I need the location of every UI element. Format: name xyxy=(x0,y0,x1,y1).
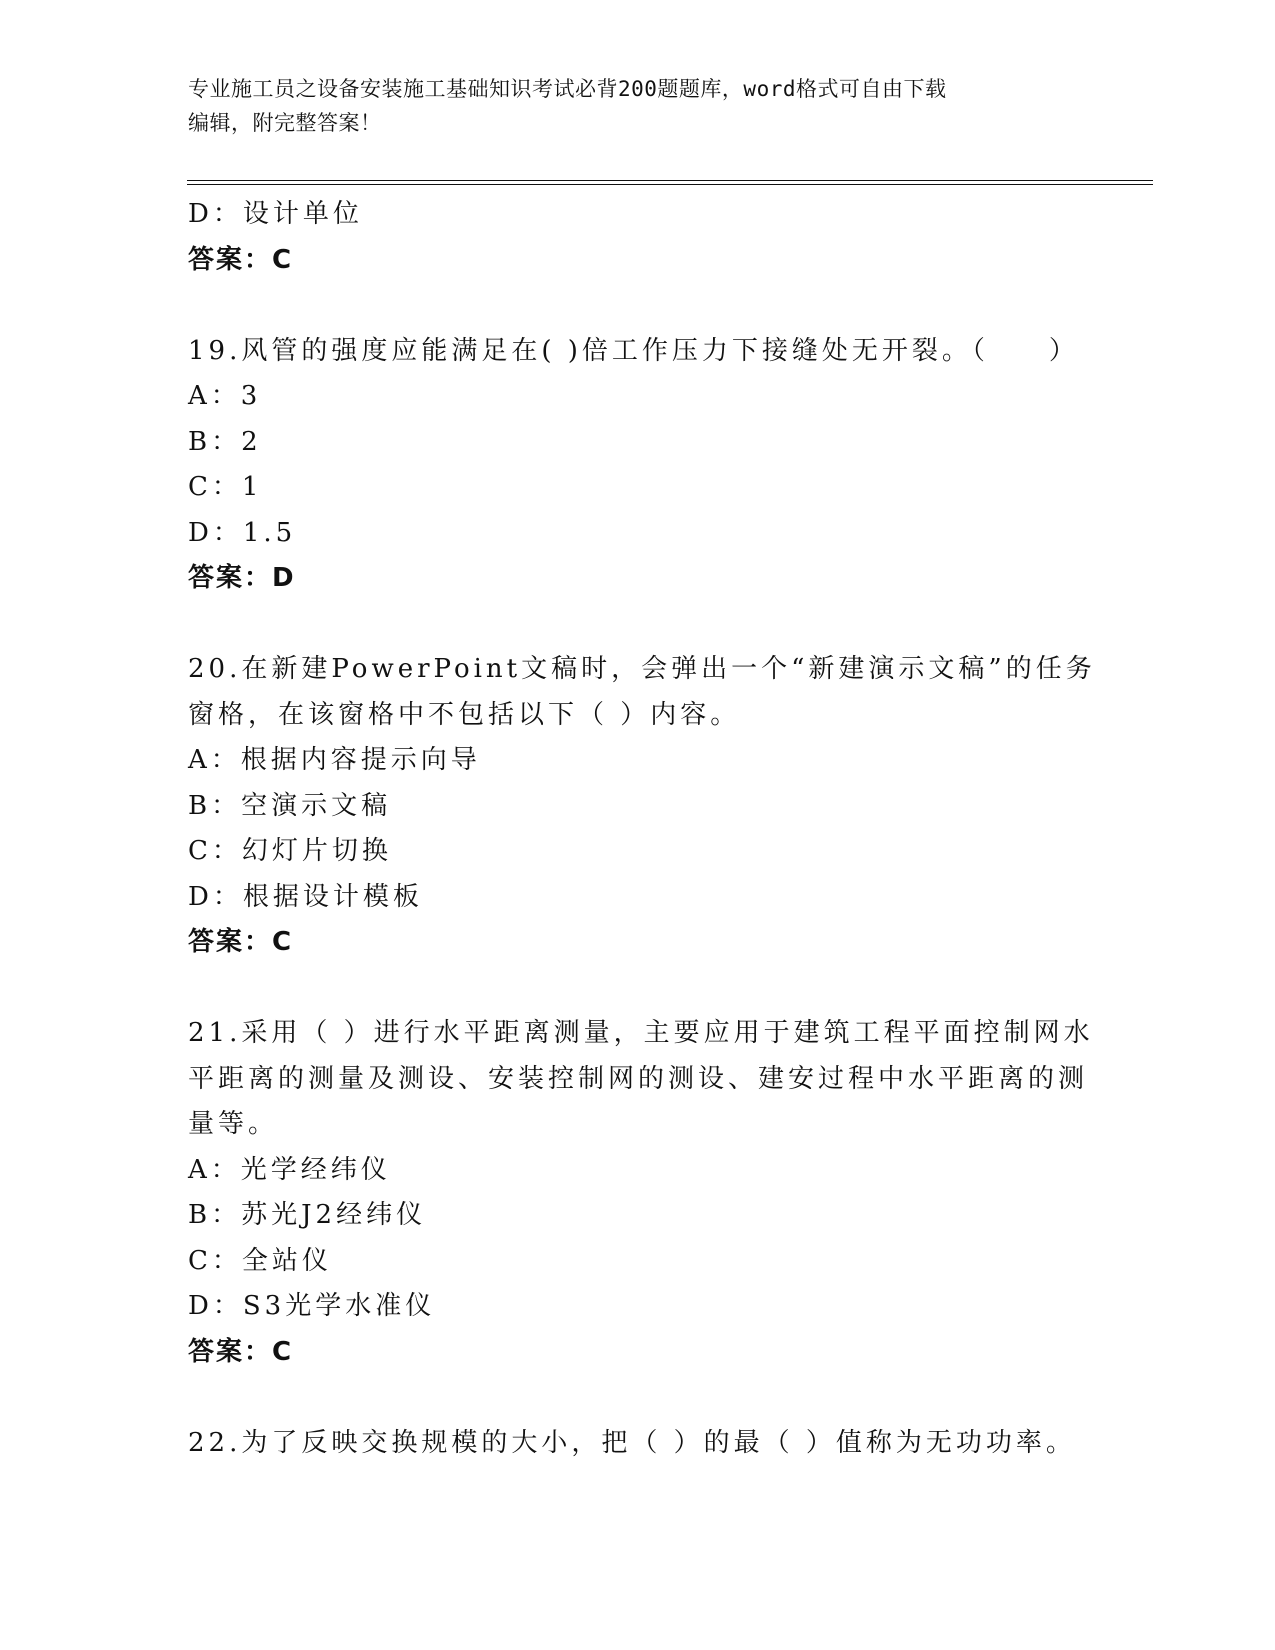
option-a: A：3 xyxy=(188,381,262,411)
option-d: D：S3光学水准仪 xyxy=(188,1291,436,1321)
question-stem: 20.在新建PowerPoint文稿时，会弹出一个“新建演示文稿”的任务 xyxy=(188,654,1096,684)
question-20 xyxy=(188,647,1096,966)
option-d: D：设计单位 xyxy=(188,199,363,229)
question-stem: 19.风管的强度应能满足在( )倍工作压力下接缝处无开裂。（ ） xyxy=(188,335,1079,366)
option-c: C：1 xyxy=(188,472,263,502)
option-a: A：根据内容提示向导 xyxy=(188,745,481,775)
answer: 答案：C xyxy=(188,244,294,275)
spacer xyxy=(188,966,1088,1012)
answer: 答案：D xyxy=(188,563,296,593)
question-stem: 21.采用（ ）进行水平距离测量，主要应用于建筑工程平面控制网水 xyxy=(188,1018,1094,1048)
question-stem: 平距离的测量及测设、安装控制网的测设、建安过程中水平距离的测 xyxy=(188,1063,1089,1094)
question-stem: 量等。 xyxy=(188,1109,279,1139)
option-c: C：全站仪 xyxy=(188,1245,332,1276)
option-d: D：根据设计模板 xyxy=(188,881,423,912)
option-b: B：2 xyxy=(188,426,262,457)
page-header xyxy=(188,72,1068,140)
option-b: B：空演示文稿 xyxy=(188,790,392,821)
question-content xyxy=(188,192,1096,1466)
question-stem: 22.为了反映交换规模的大小，把（ ）的最（ ）值称为无功功率。 xyxy=(188,1427,1076,1458)
option-b: B：苏光J2经纬仪 xyxy=(188,1200,427,1230)
question-19 xyxy=(188,329,1088,602)
option-a: A：光学经纬仪 xyxy=(188,1154,391,1185)
spacer xyxy=(188,1375,1088,1421)
option-d: D：1.5 xyxy=(188,517,297,548)
header-rule xyxy=(187,180,1153,185)
spacer xyxy=(188,283,1088,329)
spacer xyxy=(188,602,1088,648)
header-line-2: 编辑，附完整答案！ xyxy=(188,111,382,135)
answer: 答案：C xyxy=(188,927,294,957)
answer: 答案：C xyxy=(188,1336,294,1367)
header-line-1: 专业施工员之设备安装施工基础知识考试必背200题题库，word格式可自由下载 xyxy=(188,77,947,101)
question-stem: 窗格，在该窗格中不包括以下（ ）内容。 xyxy=(188,699,741,730)
option-c: C：幻灯片切换 xyxy=(188,836,392,866)
question-22 xyxy=(188,1421,1088,1467)
question-21 xyxy=(188,1011,1094,1375)
